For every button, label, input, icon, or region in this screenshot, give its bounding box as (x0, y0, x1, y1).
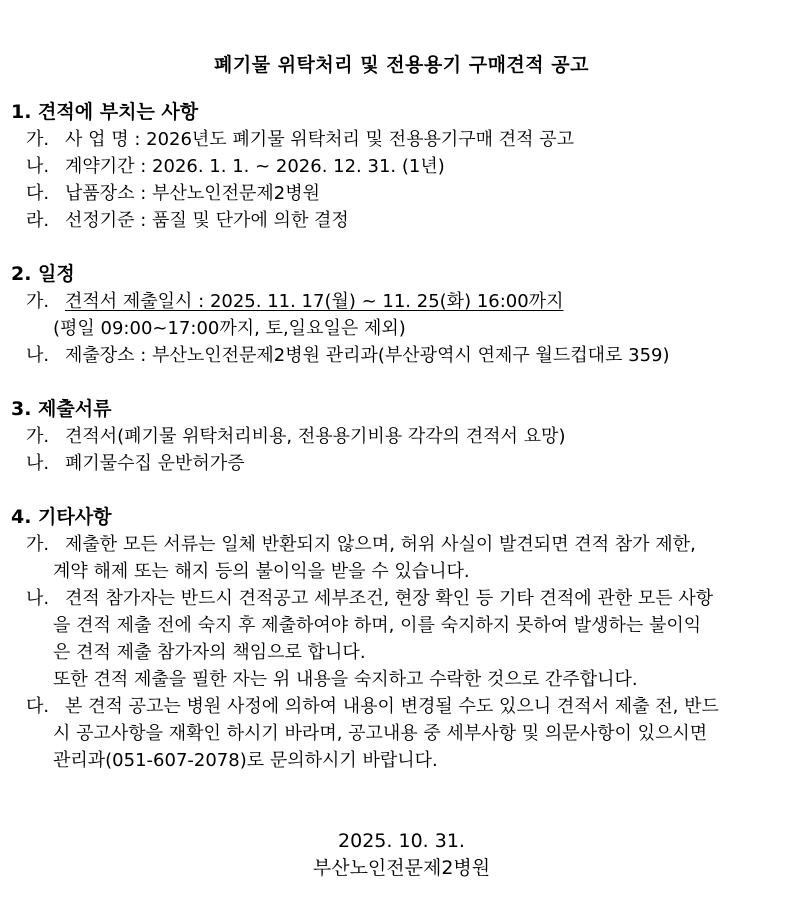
submission-period: 견적서 제출일시 : 2025. 11. 17(월) ~ 11. 25(화) 16:00까지 (65, 291, 564, 312)
section-bid-details (11, 98, 796, 234)
list-item (11, 288, 796, 315)
item-continuation: 시 공고사항을 재확인 하시기 바라며, 공고내용 중 세부사항 및 의문사항이 있으시면 (53, 723, 708, 744)
item-text: 제출한 모든 서류는 일체 반환되지 않으며, 허위 사실이 발견되면 견적 참가 제한, (65, 534, 696, 555)
item-continuation: 은 견적 제출 참가자의 책임으로 합니다. (53, 642, 366, 663)
notice-date: 2025. 10. 31. (338, 830, 465, 852)
item-text: 견적 참가자는 반드시 견적공고 세부조건, 현장 확인 등 기타 견적에 관한 모든 사항 (65, 588, 714, 609)
list-item (11, 450, 796, 477)
issuer-name: 부산노인전문제2병원 (312, 857, 491, 879)
item-text: 제출장소 : 부산노인전문제2병원 관리과(부산광역시 연제구 월드컵대로 359) (65, 345, 670, 366)
item-marker: 가. (26, 291, 50, 312)
item-text: 계약기간 : 2026. 1. 1. ~ 2026. 12. 31. (1년) (65, 156, 445, 177)
page-title: 폐기물 위탁처리 및 전용용기 구매견적 공고 (214, 54, 589, 76)
list-item (11, 153, 796, 180)
item-marker: 가. (26, 426, 50, 447)
list-item (11, 207, 796, 234)
item-continuation: (평일 09:00~17:00까지, 토,일요일은 제외) (53, 318, 406, 339)
list-item (11, 531, 796, 558)
list-item (11, 585, 796, 612)
section-schedule (11, 260, 796, 369)
list-item (11, 180, 796, 207)
item-text: 사 업 명 : 2026년도 폐기물 위탁처리 및 전용용기구매 견적 공고 (65, 129, 575, 150)
item-marker: 나. (26, 156, 50, 177)
section-documents (11, 395, 796, 477)
section-heading: 1. 견적에 부치는 사항 (11, 101, 199, 123)
section-heading: 4. 기타사항 (11, 506, 112, 528)
section-heading: 2. 일정 (11, 263, 75, 285)
list-item (11, 423, 796, 450)
list-item (11, 693, 796, 720)
item-text: 폐기물수집 운반허가증 (65, 453, 245, 474)
item-text: 선정기준 : 품질 및 단가에 의한 결정 (65, 210, 349, 231)
item-continuation: 계약 해제 또는 해지 등의 불이익을 받을 수 있습니다. (53, 561, 470, 582)
list-item (11, 342, 796, 369)
list-item (11, 126, 796, 153)
section-heading: 3. 제출서류 (11, 398, 112, 420)
item-marker: 나. (26, 588, 50, 609)
item-marker: 다. (26, 696, 50, 717)
section-other-notes (11, 503, 796, 774)
item-continuation: 또한 견적 제출을 필한 자는 위 내용을 숙지하고 수락한 것으로 간주합니다. (53, 669, 638, 690)
item-marker: 나. (26, 453, 50, 474)
item-marker: 나. (26, 345, 50, 366)
item-marker: 다. (26, 183, 50, 204)
item-text: 견적서(폐기물 위탁처리비용, 전용용기비용 각각의 견적서 요망) (65, 426, 566, 447)
item-marker: 가. (26, 129, 50, 150)
item-continuation: 관리과(051-607-2078)로 문의하시기 바랍니다. (53, 750, 438, 771)
item-continuation: 을 견적 제출 전에 숙지 후 제출하여야 하며, 이를 숙지하지 못하여 발생하는 불이익 (53, 615, 702, 636)
item-text: 본 견적 공고는 병원 사정에 의하여 내용이 변경될 수도 있으니 견적서 제출 전, 반드 (65, 696, 719, 717)
item-text: 납품장소 : 부산노인전문제2병원 (65, 183, 321, 204)
item-marker: 라. (26, 210, 50, 231)
item-marker: 가. (26, 534, 50, 555)
